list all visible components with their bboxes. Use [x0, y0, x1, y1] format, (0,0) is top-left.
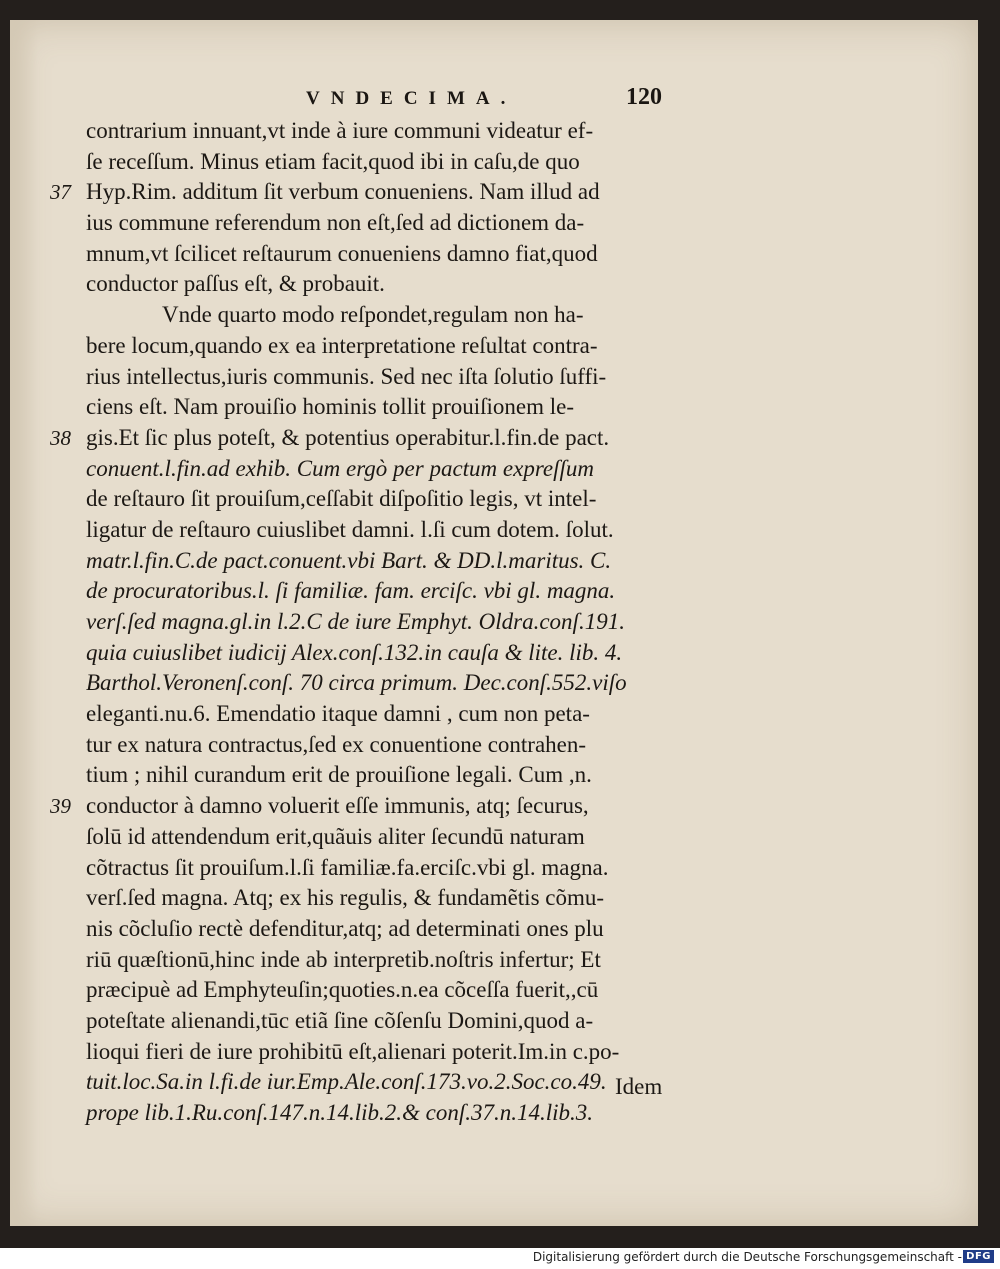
- text-line: [86, 147, 686, 178]
- line-text: bere locum,quando ex ea interpretatione reſultat contra-: [86, 332, 598, 358]
- running-head: VNDECIMA.: [306, 88, 517, 109]
- text-line: [86, 331, 686, 362]
- text-line: [86, 454, 686, 485]
- text-line: [86, 638, 686, 669]
- line-text: tur ex natura contractus,ſed ex conuentione contrahen-: [86, 731, 587, 757]
- line-text: conductor paſſus eſt, & probauit.: [86, 271, 385, 297]
- text-line: [86, 975, 686, 1006]
- text-line: [86, 208, 686, 239]
- text-line: [86, 853, 686, 884]
- catchword: Idem: [615, 1074, 663, 1099]
- text-line: [86, 515, 686, 546]
- digitization-footer: [0, 1248, 1000, 1269]
- line-text: prope lib.1.Ru.conſ.147.n.14.lib.2.& conſ.37.n.14.lib.3.: [86, 1100, 594, 1125]
- line-text: ſolū id attendendum erit,quãuis aliter ſecundū naturam: [86, 823, 585, 849]
- line-text: cõtractus ſit prouiſum.l.ſi familiæ.fa.erciſc.vbi gl. magna.: [86, 854, 609, 880]
- line-text: nis cõcluſio rectè defenditur,atq; ad determinati ones plu: [86, 915, 604, 941]
- text-line: [86, 269, 686, 300]
- line-text: poteſtate alienandi,tūc etiã ſine cõſenſu Domini,quod a-: [86, 1007, 594, 1033]
- line-text: Hyp.Rim. additum ſit verbum conueniens. Nam illud ad: [86, 179, 600, 205]
- line-text: contrarium innuant,vt inde à iure communi videatur ef-: [86, 118, 594, 143]
- text-line: [86, 1006, 686, 1037]
- line-text: ius commune referendum non eſt,ſed ad dictionem da-: [86, 210, 585, 236]
- text-line: [50, 177, 686, 208]
- text-line: [50, 791, 686, 822]
- line-text: conductor à damno voluerit eſſe immunis, atq; ſecurus,: [86, 793, 589, 819]
- line-text: de procuratoribus.l. ſi familiæ. fam. erciſc. vbi gl. magna.: [86, 578, 616, 604]
- text-line: [86, 116, 686, 147]
- line-text: mnum,vt ſcilicet reſtaurum conueniens damno fiat,quod: [86, 240, 598, 266]
- line-text: verſ.ſed magna.gl.in l.2.C de iure Emphyt. Oldra.conſ.191.: [86, 609, 625, 634]
- line-text: matr.l.fin.C.de pact.conuent.vbi Bart. & DD.l.maritus. C.: [86, 547, 612, 573]
- line-text: conuent.l.fin.ad exhib. Cum ergò per pactum expreſſum: [86, 455, 595, 481]
- footer-credit: Digitalisierung gefördert durch die Deutsche Forschungsgemeinschaft -: [532, 1250, 962, 1264]
- text-line: [86, 239, 686, 270]
- text-line: [86, 668, 686, 699]
- margin-number: 37: [50, 180, 71, 205]
- margin-number: 39: [50, 794, 71, 819]
- text-line: [86, 607, 686, 638]
- text-line: [86, 883, 686, 914]
- line-text: Barthol.Veronenſ.conſ. 70 circa primum. Dec.conſ.552.viſo: [86, 670, 627, 696]
- text-line: [86, 699, 686, 730]
- text-line: [86, 576, 686, 607]
- text-line: [86, 1098, 686, 1129]
- text-line: [86, 822, 686, 853]
- book-page: [10, 20, 978, 1226]
- folio-number: 120: [626, 84, 662, 110]
- margin-number: 38: [50, 425, 71, 450]
- line-text: Vnde quarto modo reſpondet,regulam non ha-: [162, 302, 584, 328]
- line-text: gis.Et ſic plus poteſt, & potentius operabitur.l.fin.de pact.: [86, 424, 610, 450]
- page-gutter-shadow: [10, 20, 38, 1226]
- line-text: rius intellectus,iuris communis. Sed nec iſta ſolutio ſuffi-: [86, 363, 607, 389]
- text-line: [86, 945, 686, 976]
- line-text: tuit.loc.Sa.in l.fi.de iur.Emp.Ale.conſ.173.vo.2.Soc.co.49.: [86, 1069, 607, 1095]
- line-text: verſ.ſed magna. Atq; ex his regulis, & fundamẽtis cõmu-: [86, 885, 605, 911]
- text-block: [50, 116, 686, 1129]
- line-text: ligatur de reſtauro cuiuslibet damni. l.ſi cum dotem. ſolut.: [86, 516, 614, 542]
- text-line: [86, 730, 686, 761]
- text-line: [86, 1067, 686, 1098]
- line-text: ſe receſſum. Minus etiam facit,quod ibi in caſu,de quo: [86, 148, 580, 174]
- text-line: [86, 392, 686, 423]
- text-line: [86, 546, 686, 577]
- line-text: eleganti.nu.6. Emendatio itaque damni , cum non peta-: [86, 701, 590, 727]
- text-line: [86, 300, 686, 331]
- text-line: [86, 760, 686, 791]
- line-text: præcipuè ad Emphyteuſin;quoties.n.ea cõceſſa fuerit,,cū: [86, 977, 599, 1003]
- line-text: de reſtauro ſit prouiſum,ceſſabit diſpoſitio legis, vt intel-: [86, 486, 597, 512]
- line-text: ciens eſt. Nam prouiſio hominis tollit prouiſionem le-: [86, 394, 575, 420]
- line-text: riū quæſtionū,hinc inde ab interpretib.noſtris infertur; Et: [86, 946, 601, 972]
- text-line: [86, 914, 686, 945]
- text-line: [50, 423, 686, 454]
- text-line: [86, 362, 686, 393]
- dfg-logo: DFG: [963, 1250, 994, 1263]
- line-text: quia cuiuslibet iudicij Alex.conſ.132.in cauſa & lite. lib. 4.: [86, 639, 623, 665]
- text-line: [86, 484, 686, 515]
- line-text: lioqui fieri de iure prohibitū eſt,alienari poterit.Im.in c.po-: [86, 1038, 620, 1064]
- line-text: tium ; nihil curandum erit de prouiſione legali. Cum ,n.: [86, 762, 592, 788]
- text-line: [86, 1037, 686, 1068]
